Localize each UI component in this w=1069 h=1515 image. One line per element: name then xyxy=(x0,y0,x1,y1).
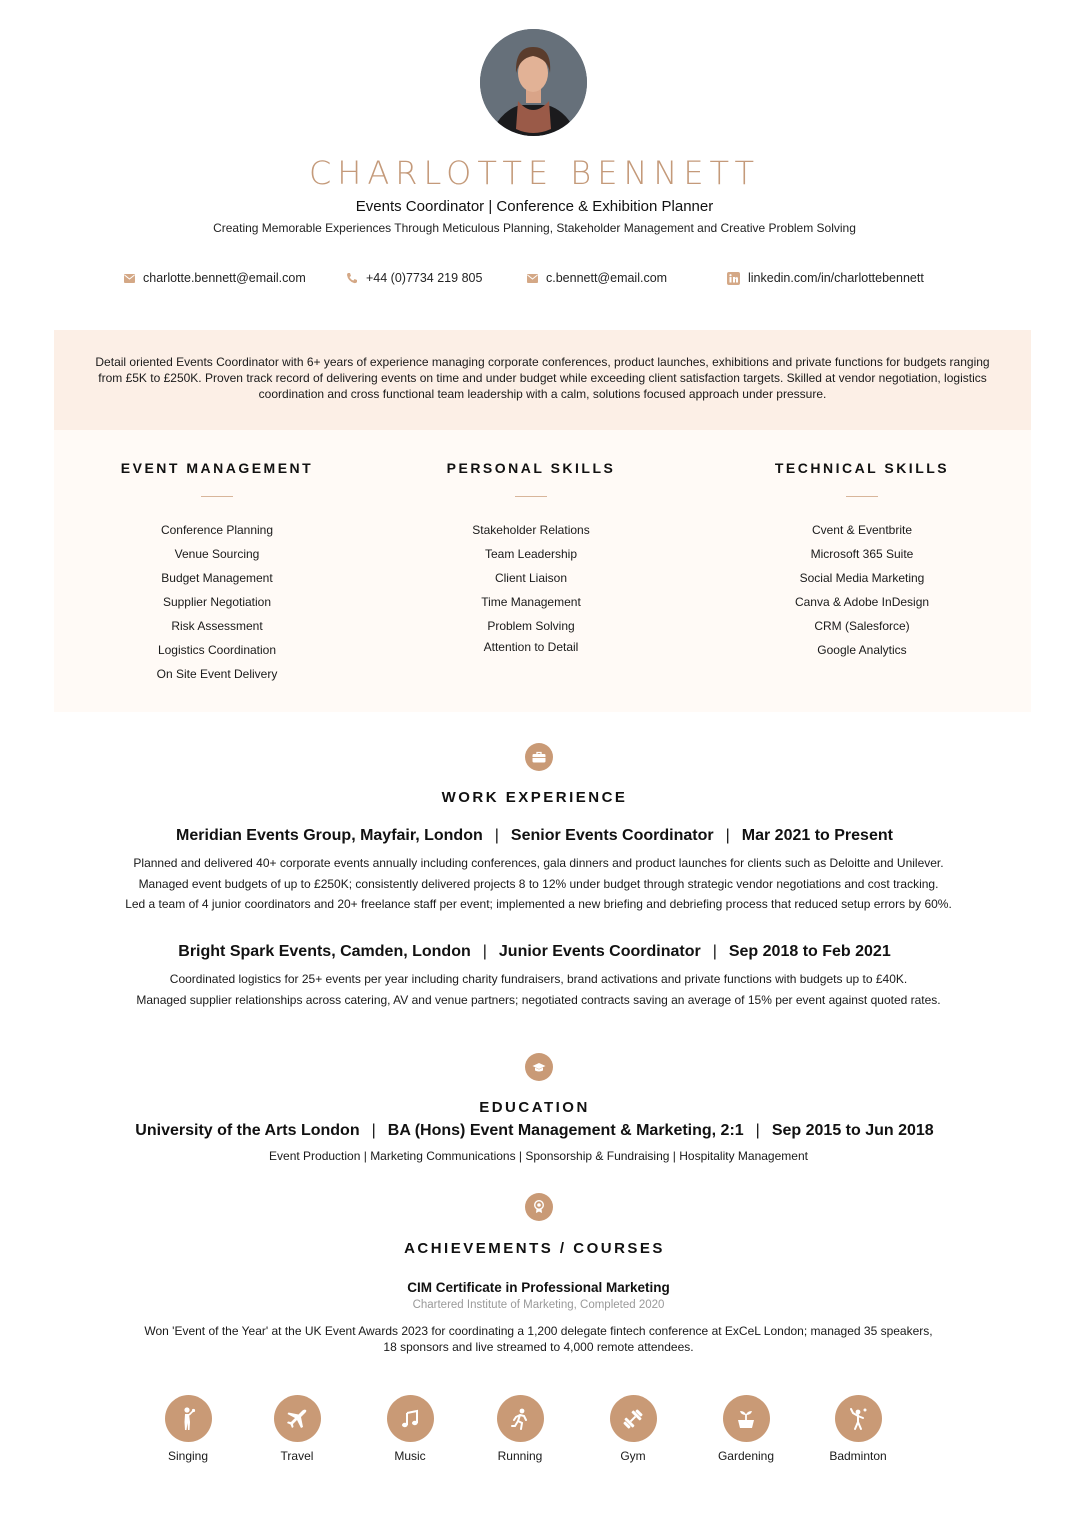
job-dates: Sep 2018 to Feb 2021 xyxy=(728,943,891,960)
skill-item: Budget Management xyxy=(161,571,273,585)
hobby-label: Badminton xyxy=(829,1449,887,1463)
skills-heading: TECHNICAL SKILLS xyxy=(774,460,950,476)
job-bullet: Managed event budgets of up to £250K; consistently delivered projects 8 to 12% under budget through strategic vendor negotiations and cost tracking. xyxy=(138,877,939,891)
divider xyxy=(846,496,878,497)
skill-item: Venue Sourcing xyxy=(174,547,260,561)
contact-linkedin-text: linkedin.com/in/charlottebennett xyxy=(748,271,924,285)
achievements-heading: ACHIEVEMENTS / COURSES xyxy=(404,1240,665,1257)
hobby-gardening xyxy=(701,1395,791,1463)
running-icon xyxy=(497,1395,544,1442)
job-title: Events Coordinator | Conference & Exhibition Planner xyxy=(355,198,714,215)
job-bullet: Managed supplier relationships across catering, AV and venue partners; negotiated contracts saving an average of 15% per event against quoted rates. xyxy=(136,993,941,1007)
divider xyxy=(201,496,233,497)
job-bullet: Led a team of 4 junior coordinators and 20+ freelance staff per event; implemented a new briefing and debriefing process that reduced setup errors by 60%. xyxy=(125,897,952,911)
education-dates: Sep 2015 to Jun 2018 xyxy=(771,1122,934,1139)
email-icon xyxy=(527,274,538,283)
dumbbell-icon xyxy=(610,1395,657,1442)
skill-item: Logistics Coordination xyxy=(157,643,277,657)
education-modules: Event Production | Marketing Communications | Sponsorship & Fundraising | Hospitality Management xyxy=(269,1149,808,1163)
education-school: University of the Arts London xyxy=(135,1122,360,1139)
briefcase-icon xyxy=(525,743,553,771)
contact-phone[interactable] xyxy=(346,271,482,285)
work-experience-heading: WORK EXPERIENCE xyxy=(441,789,628,806)
badminton-icon xyxy=(835,1395,882,1442)
job-bullet: Planned and delivered 40+ corporate events annually including conferences, gala dinners and product launches for clients such as Deloitte and Unilever. xyxy=(133,856,944,870)
course-provider: Chartered Institute of Marketing, Completed 2020 xyxy=(412,1299,665,1311)
linkedin-icon xyxy=(727,272,740,285)
tagline: Creating Memorable Experiences Through Meticulous Planning, Stakeholder Management and Creative Problem Solving xyxy=(213,221,856,235)
contact-phone-text: +44 (0)7734 219 805 xyxy=(366,271,483,285)
skill-item: Team Leadership xyxy=(484,547,578,561)
graduation-cap-icon xyxy=(525,1053,553,1081)
summary-text: Detail oriented Events Coordinator with 6+ years of experience managing corporate conferences, product launches, exhibitions and private functions for budgets ranging from £5K to £250K. Proven track record of delivering events on time and under budget while exceeding client satisfaction targets. Skilled at vendor negotiation, logistics coordination and cross functional team leadership with a calm, solutions focused approach under pressure. xyxy=(95,355,990,401)
skill-item: On Site Event Delivery xyxy=(156,667,278,681)
skills-personal xyxy=(371,460,691,656)
skill-item: Microsoft 365 Suite xyxy=(810,547,914,561)
contact-linkedin[interactable] xyxy=(727,271,924,285)
hobby-label: Singing xyxy=(167,1449,209,1463)
skill-item: Client Liaison xyxy=(494,571,568,585)
job-header: Bright Spark Events, Camden, London | Junior Events Coordinator | Sep 2018 to Feb 2021 xyxy=(178,943,891,960)
singing-icon xyxy=(165,1395,212,1442)
skills-section xyxy=(54,430,1031,712)
hobby-gym xyxy=(588,1395,678,1463)
skill-item: Risk Assessment xyxy=(171,619,263,633)
hobby-running xyxy=(475,1395,565,1463)
education-heading: EDUCATION xyxy=(479,1099,590,1116)
contact-email-text: charlotte.bennett@email.com xyxy=(143,271,306,285)
hobby-music xyxy=(365,1395,455,1463)
achievement-description: Won 'Event of the Year' at the UK Event Awards 2023 for coordinating a 1,200 delegate fintech conference at ExCeL London; managed 35 speakers, 18 sponsors and live streamed to 4,000 remote attendees. xyxy=(144,1324,933,1354)
skill-item: Cvent & Eventbrite xyxy=(811,523,913,537)
contact-email-alt-text: c.bennett@email.com xyxy=(546,271,668,285)
profile-summary xyxy=(54,330,1031,430)
skill-item: Social Media Marketing xyxy=(799,571,925,585)
skill-item: Canva & Adobe InDesign xyxy=(794,595,930,609)
skill-item: Conference Planning xyxy=(160,523,274,537)
hobby-travel xyxy=(252,1395,342,1463)
candidate-name: CHARLOTTE BENNETT xyxy=(308,154,761,192)
hobby-badminton xyxy=(813,1395,903,1463)
email-icon xyxy=(124,274,135,283)
plant-pot-icon xyxy=(723,1395,770,1442)
hobby-label: Gym xyxy=(620,1449,646,1463)
hobby-singing xyxy=(143,1395,233,1463)
education-degree: BA (Hons) Event Management & Marketing, 2:1 xyxy=(387,1122,744,1139)
skill-item: Time Management xyxy=(481,595,581,609)
job-header: Meridian Events Group, Mayfair, London | Senior Events Coordinator | Mar 2021 to Present xyxy=(176,827,893,844)
job-bullet: Coordinated logistics for 25+ events per year including charity fundraisers, brand activations and private functions with budgets up to £40K. xyxy=(169,972,908,986)
skills-technical xyxy=(702,460,1022,662)
profile-photo xyxy=(480,29,587,136)
hobby-label: Gardening xyxy=(717,1449,775,1463)
skill-item: Supplier Negotiation xyxy=(162,595,272,609)
plane-icon xyxy=(274,1395,321,1442)
skills-event-management xyxy=(57,460,377,686)
hobby-label: Travel xyxy=(280,1449,314,1463)
job-company: Bright Spark Events, Camden, London xyxy=(178,943,471,960)
hobby-label: Running xyxy=(497,1449,543,1463)
skills-heading: PERSONAL SKILLS xyxy=(446,460,616,476)
skill-item: Stakeholder Relations xyxy=(472,523,590,537)
job-company: Meridian Events Group, Mayfair, London xyxy=(176,827,483,844)
award-icon xyxy=(525,1193,553,1221)
contact-email-alt[interactable] xyxy=(527,271,667,285)
job-role: Senior Events Coordinator xyxy=(510,827,714,844)
course-title: CIM Certificate in Professional Marketing xyxy=(407,1280,670,1295)
contact-email[interactable] xyxy=(124,271,306,285)
music-note-icon xyxy=(387,1395,434,1442)
skill-item: Problem Solving xyxy=(487,619,575,633)
skill-item: Google Analytics xyxy=(817,643,907,657)
hobby-label: Music xyxy=(394,1449,426,1463)
divider xyxy=(515,496,547,497)
skill-item: Attention to Detail xyxy=(483,640,579,654)
skill-item: CRM (Salesforce) xyxy=(814,619,910,633)
job-dates: Mar 2021 to Present xyxy=(741,827,893,844)
skills-heading: EVENT MANAGEMENT xyxy=(120,460,314,476)
job-role: Junior Events Coordinator xyxy=(498,943,701,960)
education-header: University of the Arts London | BA (Hons) Event Management & Marketing, 2:1 | Sep 2015 to Jun 2018 xyxy=(135,1122,934,1139)
phone-icon xyxy=(346,272,358,284)
